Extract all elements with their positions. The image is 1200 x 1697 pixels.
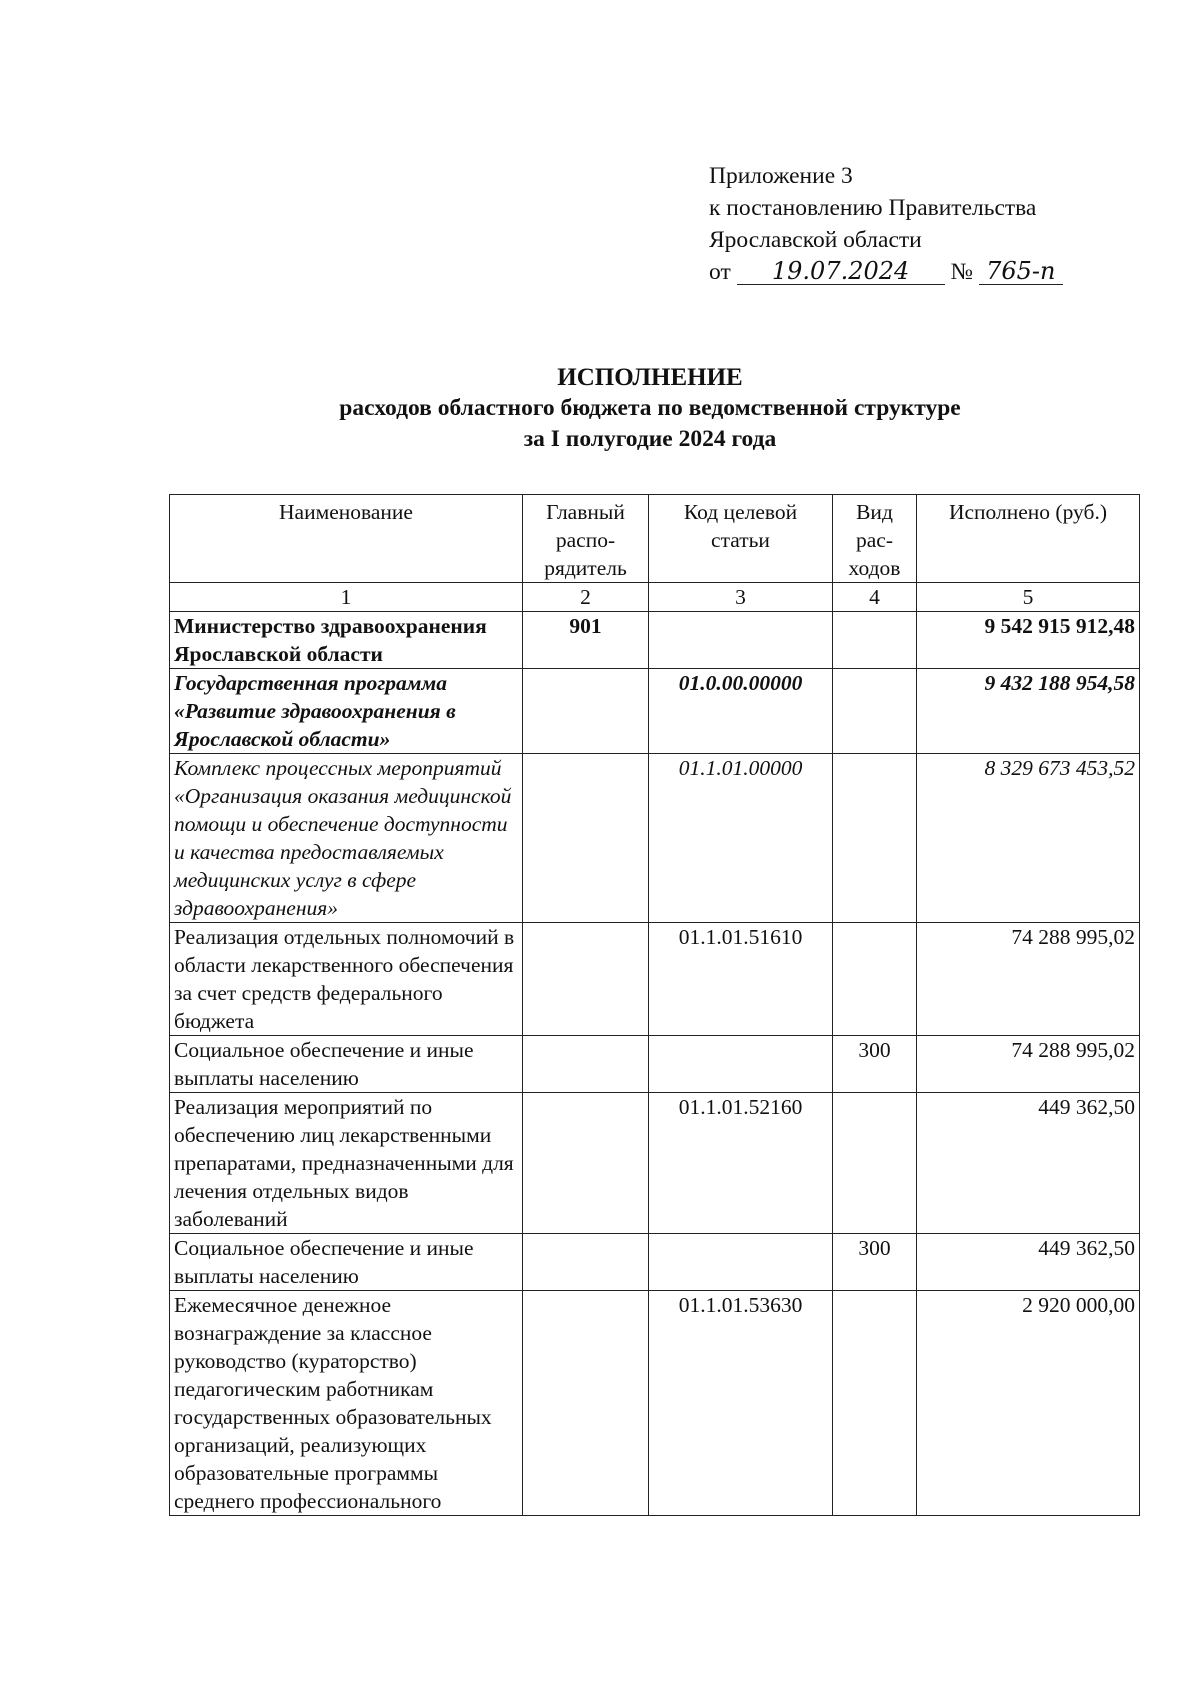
budget-table [169, 494, 1140, 1516]
header-code: Код целевой статьи [649, 495, 833, 583]
row-code: 01.0.00.00000 [649, 669, 833, 754]
appendix-block [709, 160, 1063, 288]
row-code: 01.1.01.53630 [649, 1291, 833, 1516]
row-grbs [523, 1291, 649, 1516]
row-grbs [523, 754, 649, 923]
row-code: 01.1.01.51610 [649, 923, 833, 1036]
row-vid [833, 1093, 917, 1234]
appendix-line-2: к постановлению Правительства [709, 195, 1037, 221]
appendix-line-3: Ярославской области [709, 227, 922, 253]
row-amount: 9 432 188 954,58 [917, 669, 1140, 754]
table-row [170, 1234, 1140, 1291]
header-row [170, 495, 1140, 583]
row-amount: 74 288 995,02 [917, 923, 1140, 1036]
row-name: Министерство здравоохранения Ярославской области [170, 612, 523, 669]
handwritten-number: 765-п [979, 258, 1063, 285]
table-row [170, 1291, 1140, 1516]
column-number-row [170, 583, 1140, 612]
number-sign: № [950, 259, 973, 285]
table-row [170, 612, 1140, 669]
column-number: 3 [649, 583, 833, 612]
row-vid [833, 1291, 917, 1516]
row-grbs [523, 1093, 649, 1234]
row-amount: 8 329 673 453,52 [917, 754, 1140, 923]
column-number: 1 [170, 583, 523, 612]
table-row [170, 1093, 1140, 1234]
row-name: Социальное обеспечение и иные выплаты населению [170, 1234, 523, 1291]
row-code [649, 1036, 833, 1093]
header-vid: Вид рас-ходов [833, 495, 917, 583]
row-name: Государственная программа «Развитие здравоохранения в Ярославской области» [170, 669, 523, 754]
table-row [170, 754, 1140, 923]
row-amount: 74 288 995,02 [917, 1036, 1140, 1093]
row-grbs [523, 1234, 649, 1291]
appendix-date-line [709, 256, 1063, 288]
row-grbs [523, 923, 649, 1036]
header-amount: Исполнено (руб.) [917, 495, 1140, 583]
row-vid [833, 612, 917, 669]
row-code [649, 612, 833, 669]
row-grbs [523, 669, 649, 754]
title-line-1: ИСПОЛНЕНИЕ [557, 364, 743, 391]
appendix-line-1: Приложение 3 [709, 163, 853, 189]
table-row [170, 669, 1140, 754]
row-amount: 9 542 915 912,48 [917, 612, 1140, 669]
date-prefix: от [709, 259, 731, 285]
row-vid [833, 754, 917, 923]
document-title [150, 362, 1150, 455]
header-name: Наименование [170, 495, 523, 583]
column-number: 4 [833, 583, 917, 612]
column-number: 2 [523, 583, 649, 612]
row-amount: 2 920 000,00 [917, 1291, 1140, 1516]
header-grbs: Главный распо-рядитель [523, 495, 649, 583]
table-row [170, 1036, 1140, 1093]
column-number: 5 [917, 583, 1140, 612]
row-name: Ежемесячное денежное вознаграждение за классное руководство (кураторство) педагогическим работникам государственных образовательных организаций, реализующих образовательные программы среднего профессионального [170, 1291, 523, 1516]
row-name: Реализация мероприятий по обеспечению лиц лекарственными препаратами, предназначенными для лечения отдельных видов заболеваний [170, 1093, 523, 1234]
row-grbs: 901 [523, 612, 649, 669]
row-name: Реализация отдельных полномочий в области лекарственного обеспечения за счет средств федерального бюджета [170, 923, 523, 1036]
row-amount: 449 362,50 [917, 1093, 1140, 1234]
row-vid: 300 [833, 1234, 917, 1291]
row-vid [833, 923, 917, 1036]
row-amount: 449 362,50 [917, 1234, 1140, 1291]
handwritten-date: 19.07.2024 [737, 258, 945, 285]
row-vid: 300 [833, 1036, 917, 1093]
row-code: 01.1.01.00000 [649, 754, 833, 923]
row-name: Комплекс процессных мероприятий «Организация оказания медицинской помощи и обеспечение доступности и качества предоставляемых медицинских услуг в сфере здравоохранения» [170, 754, 523, 923]
row-grbs [523, 1036, 649, 1093]
title-line-2: расходов областного бюджета по ведомственной структуре [339, 395, 961, 421]
title-line-3: за I полугодие 2024 года [523, 426, 777, 452]
row-vid [833, 669, 917, 754]
row-code: 01.1.01.52160 [649, 1093, 833, 1234]
row-name: Социальное обеспечение и иные выплаты населению [170, 1036, 523, 1093]
table-row [170, 923, 1140, 1036]
row-code [649, 1234, 833, 1291]
